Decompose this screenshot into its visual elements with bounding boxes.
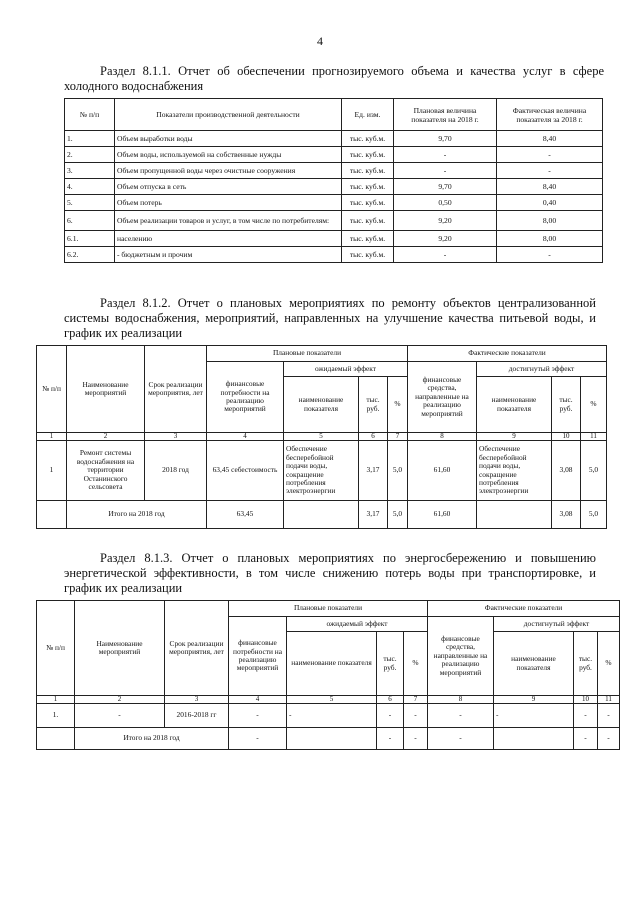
row-num: 3. <box>65 163 115 179</box>
column-number: 6 <box>359 433 388 441</box>
water-supply-table <box>64 98 603 263</box>
row-fact: 8,40 <box>497 131 603 147</box>
header-name: Наименование мероприятий <box>67 346 145 433</box>
header-pct: % <box>598 632 620 696</box>
column-number: 8 <box>428 696 494 704</box>
total-plan-pct: - <box>404 728 428 750</box>
header-plan: Плановая величина показателя на 2018 г. <box>394 99 497 131</box>
row-indicator: - бюджетным и прочим <box>115 247 342 263</box>
row-num: 1. <box>37 704 75 728</box>
row-indicator: населению <box>115 231 342 247</box>
column-number: 1 <box>37 696 75 704</box>
column-number: 7 <box>388 433 408 441</box>
column-number: 2 <box>75 696 165 704</box>
table-row <box>65 179 603 195</box>
header-term: Срок реализации мероприятия, лет <box>145 346 207 433</box>
header-unit: тыс. руб. <box>574 632 598 696</box>
header-ind-name: наименование показателя <box>287 632 377 696</box>
row-fact-fin: 61,60 <box>408 441 477 501</box>
row-indicator: Объем выработки воды <box>115 131 342 147</box>
row-fact: 0,40 <box>497 195 603 211</box>
row-unit: тыс. куб.м. <box>342 231 394 247</box>
column-number: 1 <box>37 433 67 441</box>
header-fact: Фактические показатели <box>428 601 620 617</box>
row-fact: 8,00 <box>497 231 603 247</box>
header-fact-effect: достигнутый эффект <box>494 617 620 632</box>
row-plan-ind: Обеспечение бесперебойной подачи воды, сокращение потребления электроэнергии <box>284 441 359 501</box>
header-plan-effect: ожидаемый эффект <box>284 362 408 377</box>
header-fact-fin: финансовые средства, направленные на реализацию мероприятий <box>408 362 477 433</box>
header-fact: Фактическая величина показателя за 2018 г. <box>497 99 603 131</box>
row-num: 1 <box>37 441 67 501</box>
row-unit: тыс. куб.м. <box>342 195 394 211</box>
total-row <box>37 728 620 750</box>
energy-saving-table <box>36 600 620 750</box>
column-number: 4 <box>207 433 284 441</box>
row-plan-pct: - <box>404 704 428 728</box>
column-number: 5 <box>287 696 377 704</box>
column-number: 9 <box>494 696 574 704</box>
total-plan-fin: - <box>229 728 287 750</box>
column-number: 6 <box>377 696 404 704</box>
row-fact-sum: - <box>574 704 598 728</box>
repair-measures-table <box>36 345 607 529</box>
table-row <box>65 247 603 263</box>
row-fact-pct: - <box>598 704 620 728</box>
header-plan-fin: финансовые потребности на реализацию мероприятий <box>207 362 284 433</box>
total-fact-pct: - <box>598 728 620 750</box>
column-number: 2 <box>67 433 145 441</box>
row-fact: - <box>497 147 603 163</box>
table-row <box>37 441 607 501</box>
header-ind-name: наименование показателя <box>477 377 552 433</box>
column-number: 3 <box>145 433 207 441</box>
header-pct: % <box>404 632 428 696</box>
row-plan-fin: 63,45 себестоимость <box>207 441 284 501</box>
row-term: 2016-2018 гг <box>165 704 229 728</box>
column-number: 10 <box>574 696 598 704</box>
row-unit: тыс. куб.м. <box>342 179 394 195</box>
row-plan-sum: - <box>377 704 404 728</box>
row-unit: тыс. куб.м. <box>342 211 394 231</box>
header-ind-name: наименование показателя <box>284 377 359 433</box>
row-name: - <box>75 704 165 728</box>
row-plan: 9,70 <box>394 131 497 147</box>
header-term: Срок реализации мероприятия, лет <box>165 601 229 696</box>
total-plan-fin: 63,45 <box>207 501 284 529</box>
row-unit: тыс. куб.м. <box>342 163 394 179</box>
row-term: 2018 год <box>145 441 207 501</box>
row-plan: - <box>394 147 497 163</box>
header-fact: Фактические показатели <box>408 346 607 362</box>
row-fact: 8,00 <box>497 211 603 231</box>
table-row <box>37 704 620 728</box>
row-plan-ind: - <box>287 704 377 728</box>
total-label: Итого на 2018 год <box>75 728 229 750</box>
total-fact-fin: - <box>428 728 494 750</box>
row-plan: - <box>394 163 497 179</box>
row-num: 2. <box>65 147 115 163</box>
header-pct: % <box>388 377 408 433</box>
row-unit: тыс. куб.м. <box>342 131 394 147</box>
total-fact-sum: - <box>574 728 598 750</box>
total-fact-fin: 61,60 <box>408 501 477 529</box>
header-num: № п/п <box>37 346 67 433</box>
row-plan: - <box>394 247 497 263</box>
row-indicator: Объем потерь <box>115 195 342 211</box>
table-row <box>65 195 603 211</box>
header-plan-effect: ожидаемый эффект <box>287 617 428 632</box>
row-num: 6. <box>65 211 115 231</box>
column-number: 11 <box>581 433 607 441</box>
header-ind-name: наименование показателя <box>494 632 574 696</box>
column-numbers-row <box>37 696 620 704</box>
header-num: № п/п <box>65 99 115 131</box>
column-numbers-row <box>37 433 607 441</box>
header-unit: тыс. руб. <box>359 377 388 433</box>
row-plan-fin: - <box>229 704 287 728</box>
column-number: 4 <box>229 696 287 704</box>
row-indicator: Объем пропущенной воды через очистные сооружения <box>115 163 342 179</box>
section-3-heading: Раздел 8.1.3. Отчет о плановых мероприятиях по энергосбережению и повышению энергетической эффективности, в том числе снижению потерь воды при транспортировке, и график их реализации <box>64 551 596 595</box>
header-unit: Ед. изм. <box>342 99 394 131</box>
column-number: 9 <box>477 433 552 441</box>
row-plan: 0,50 <box>394 195 497 211</box>
row-num: 4. <box>65 179 115 195</box>
section-1-heading: Раздел 8.1.1. Отчет об обеспечении прогнозируемого объема и качества услуг в сфере холодного водоснабжения <box>64 64 604 93</box>
header-num: № п/п <box>37 601 75 696</box>
row-fact-pct: 5,0 <box>581 441 607 501</box>
row-fact-ind: - <box>494 704 574 728</box>
row-plan: 9,70 <box>394 179 497 195</box>
row-fact: - <box>497 163 603 179</box>
section-2-heading: Раздел 8.1.2. Отчет о плановых мероприятиях по ремонту объектов централизованной системы водоснабжения, мероприятий, направленных на улучшение качества питьевой воды, и график их реализации <box>64 296 596 340</box>
header-unit: тыс. руб. <box>377 632 404 696</box>
total-label: Итого на 2018 год <box>67 501 207 529</box>
total-fact-sum: 3,08 <box>552 501 581 529</box>
page-number: 4 <box>317 34 323 48</box>
row-num: 5. <box>65 195 115 211</box>
row-plan-sum: 3,17 <box>359 441 388 501</box>
row-fact: 8,40 <box>497 179 603 195</box>
header-unit: тыс. руб. <box>552 377 581 433</box>
table-row <box>65 231 603 247</box>
total-fact-pct: 5,0 <box>581 501 607 529</box>
header-fact-fin: финансовые средства, направленные на реализацию мероприятий <box>428 617 494 696</box>
row-unit: тыс. куб.м. <box>342 147 394 163</box>
row-plan: 9,20 <box>394 231 497 247</box>
header-pct: % <box>581 377 607 433</box>
table-header-row <box>65 99 603 131</box>
row-unit: тыс. куб.м. <box>342 247 394 263</box>
row-indicator: Объем отпуска в сеть <box>115 179 342 195</box>
row-name: Ремонт системы водоснабжения на территории Останинского сельсовета <box>67 441 145 501</box>
table-row <box>65 147 603 163</box>
table-row <box>65 131 603 147</box>
row-num: 6.1. <box>65 231 115 247</box>
column-number: 10 <box>552 433 581 441</box>
header-name: Наименование мероприятий <box>75 601 165 696</box>
total-plan-sum: - <box>377 728 404 750</box>
header-indicator: Показатели производственной деятельности <box>115 99 342 131</box>
header-fact-effect: достигнутый эффект <box>477 362 607 377</box>
row-fact-fin: - <box>428 704 494 728</box>
row-num: 6.2. <box>65 247 115 263</box>
total-plan-pct: 5,0 <box>388 501 408 529</box>
table-row <box>65 163 603 179</box>
table-row <box>65 211 603 231</box>
row-plan-pct: 5,0 <box>388 441 408 501</box>
row-indicator: Объем реализации товаров и услуг, в том числе по потребителям: <box>115 211 342 231</box>
row-fact-ind: Обеспечение бесперебойной подачи воды, сокращение потребления электроэнергии <box>477 441 552 501</box>
total-plan-sum: 3,17 <box>359 501 388 529</box>
row-fact: - <box>497 247 603 263</box>
column-number: 7 <box>404 696 428 704</box>
row-indicator: Объем воды, используемой на собственные нужды <box>115 147 342 163</box>
column-number: 5 <box>284 433 359 441</box>
total-row <box>37 501 607 529</box>
row-num: 1. <box>65 131 115 147</box>
column-number: 11 <box>598 696 620 704</box>
row-fact-sum: 3,08 <box>552 441 581 501</box>
row-plan: 9,20 <box>394 211 497 231</box>
header-plan-fin: финансовые потребности на реализацию мероприятий <box>229 617 287 696</box>
column-number: 8 <box>408 433 477 441</box>
header-plan: Плановые показатели <box>207 346 408 362</box>
column-number: 3 <box>165 696 229 704</box>
header-plan: Плановые показатели <box>229 601 428 617</box>
